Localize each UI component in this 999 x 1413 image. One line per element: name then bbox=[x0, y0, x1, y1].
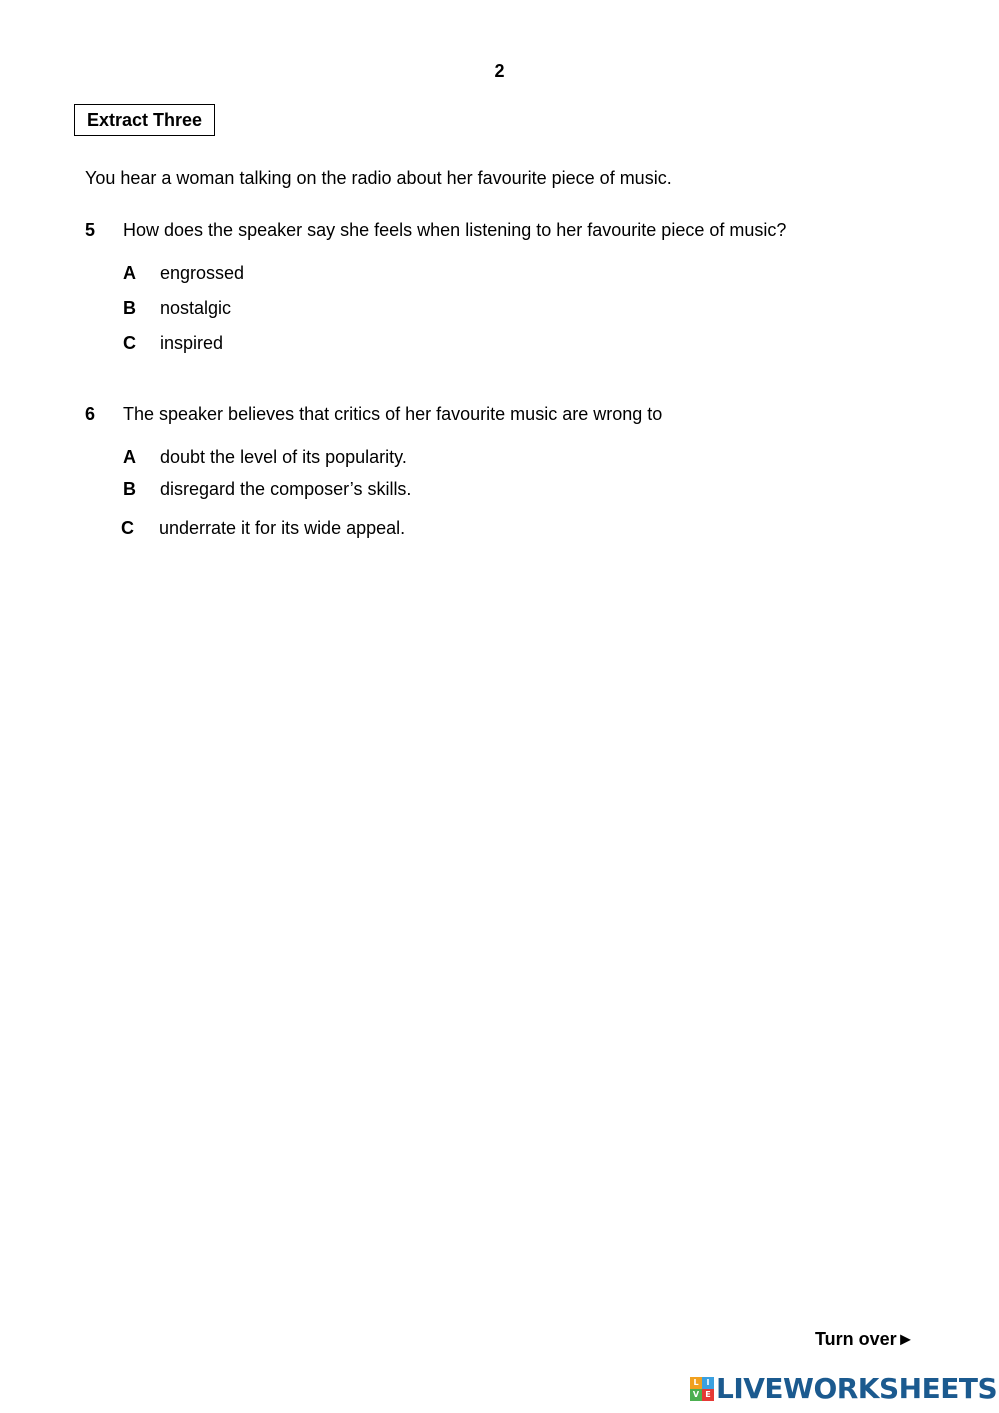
question-5-option-b[interactable]: nostalgic bbox=[160, 298, 232, 318]
liveworksheets-brand bbox=[690, 1372, 997, 1406]
question-5-option-c-letter: C bbox=[123, 333, 136, 353]
turn-over-label: Turn over► bbox=[815, 1329, 915, 1349]
intro-text: You hear a woman talking on the radio about her favourite piece of music. bbox=[85, 168, 672, 188]
logo-tile: V bbox=[690, 1389, 702, 1401]
logo-tile: L bbox=[690, 1377, 702, 1389]
question-6-option-b[interactable]: disregard the composer’s skills. bbox=[160, 479, 412, 499]
question-6-number: 6 bbox=[85, 404, 96, 424]
question-6-option-c[interactable]: underrate it for its wide appeal. bbox=[159, 518, 406, 538]
question-5-text: How does the speaker say she feels when listening to her favourite piece of music? bbox=[123, 220, 787, 240]
question-5-number: 5 bbox=[85, 220, 96, 240]
question-6-text: The speaker believes that critics of her favourite music are wrong to bbox=[123, 404, 663, 424]
liveworksheets-logo-icon bbox=[690, 1377, 714, 1401]
page-number: 2 bbox=[494, 61, 505, 81]
liveworksheets-wordmark: LIVEWORKSHEETS bbox=[716, 1372, 998, 1405]
logo-tile: E bbox=[702, 1389, 714, 1401]
question-5-option-c[interactable]: inspired bbox=[160, 333, 224, 353]
logo-tile: I bbox=[702, 1377, 714, 1389]
question-5-option-b-letter: B bbox=[123, 298, 136, 318]
question-5-option-a-letter: A bbox=[123, 263, 136, 283]
question-5-option-a[interactable]: engrossed bbox=[160, 263, 245, 283]
question-6-option-b-letter: B bbox=[123, 479, 136, 499]
question-6-option-a[interactable]: doubt the level of its popularity. bbox=[160, 447, 407, 467]
question-6-option-a-letter: A bbox=[123, 447, 136, 467]
question-6-option-c-letter: C bbox=[121, 518, 134, 538]
extract-title-box: Extract Three bbox=[74, 104, 215, 136]
